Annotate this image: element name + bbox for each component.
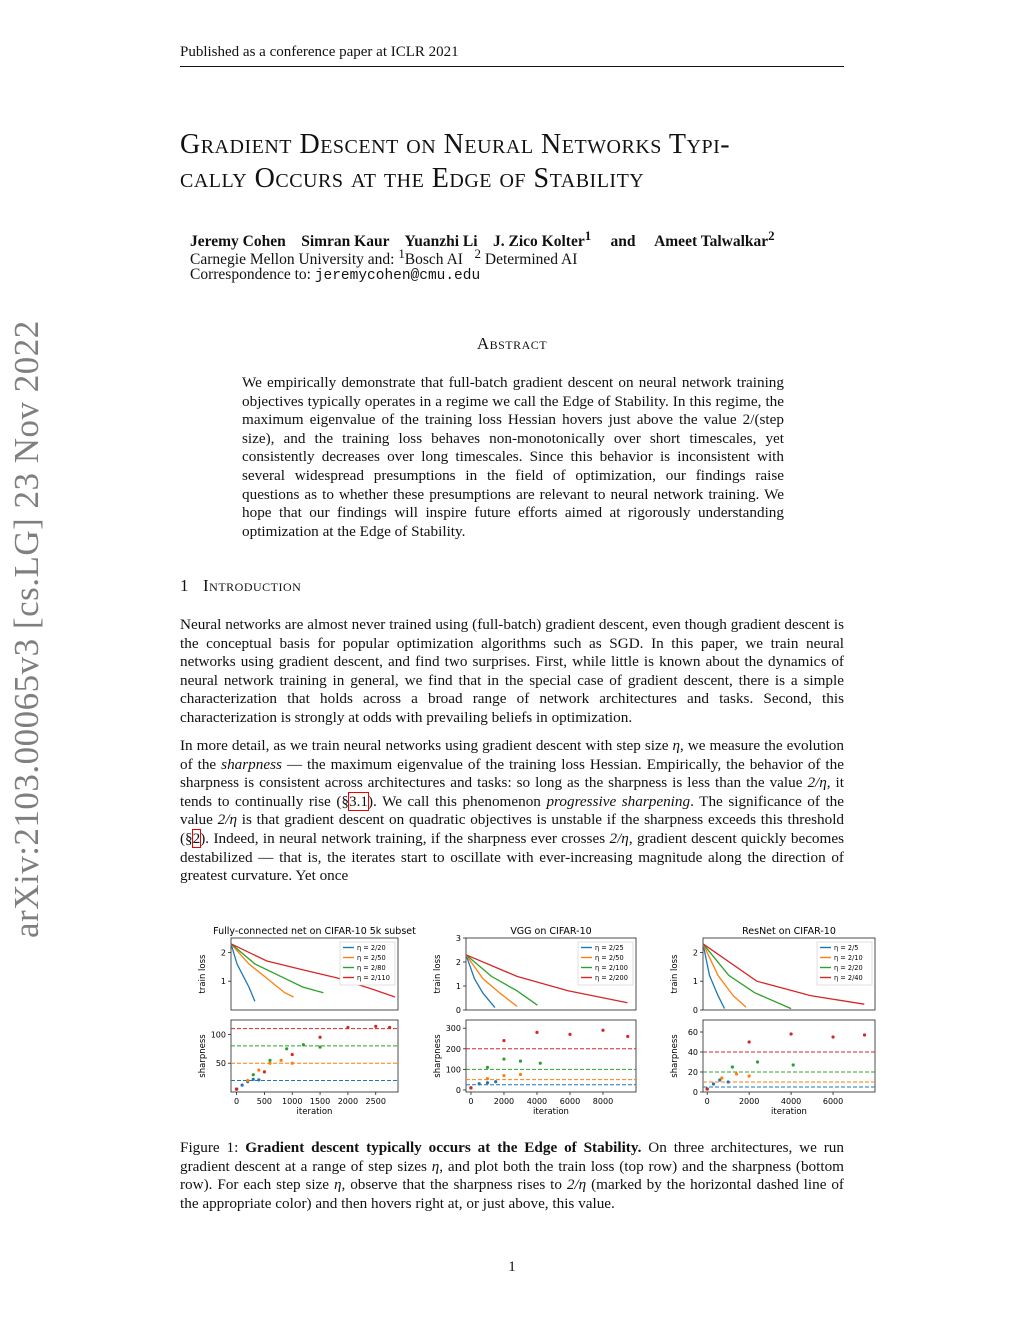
y-axis-label: train loss	[198, 954, 208, 994]
series-point	[727, 1080, 730, 1083]
legend-entry: η = 2/10	[834, 954, 863, 962]
y-tick-label: 60	[687, 1028, 698, 1037]
series-point	[374, 1025, 377, 1028]
y-tick-label: 2	[455, 958, 461, 967]
and-word: and	[610, 233, 636, 251]
caption-text: On three architectures, we run gradient descent at a range of step sizes	[180, 1139, 844, 1175]
plot-frame	[231, 1020, 398, 1092]
series-point	[535, 1031, 538, 1034]
x-tick-label: 2000	[493, 1097, 515, 1106]
series-point	[257, 1078, 260, 1081]
y-axis-label: train loss	[433, 954, 443, 994]
y-axis-label: train loss	[670, 954, 680, 994]
p2-two-over-eta: 2/η	[609, 829, 629, 847]
paper-title	[180, 128, 844, 196]
affil-sup-2: 2	[474, 246, 481, 261]
p2-text: . The significance of the value	[180, 792, 844, 829]
legend-entry: η = 2/100	[595, 964, 628, 972]
series-point	[748, 1074, 751, 1077]
series-point	[706, 1087, 709, 1090]
p2-text: ). We call this phenomenon	[367, 792, 547, 810]
caption-eta: η	[333, 1176, 342, 1194]
p2-text: In more detail, as we train neural networks using gradient descent with step size	[180, 737, 673, 754]
y-tick-label: 300	[445, 1024, 461, 1034]
section-2-link[interactable]: 2	[192, 829, 201, 847]
correspondence	[190, 266, 480, 284]
series-point	[789, 1032, 792, 1035]
series-point	[831, 1035, 834, 1038]
y-tick-label: 3	[455, 934, 461, 943]
x-tick-label: 4000	[526, 1097, 548, 1106]
y-axis-label: sharpness	[433, 1034, 443, 1078]
legend-entry: η = 2/200	[595, 974, 628, 982]
affil-cmu: Carnegie Mellon University and:	[190, 251, 399, 269]
y-tick-label: 200	[445, 1044, 461, 1054]
x-tick-label: 2500	[365, 1097, 386, 1106]
y-tick-label: 0	[692, 1088, 698, 1097]
p2-two-over-eta: 2/η	[807, 774, 827, 792]
y-tick-label: 0	[692, 1006, 698, 1015]
affil-sup-1: 1	[398, 246, 405, 261]
series-point	[756, 1060, 759, 1063]
chart-title: VGG on CIFAR-10	[510, 926, 592, 937]
series-point	[478, 1082, 481, 1085]
legend-entry: η = 2/25	[595, 944, 624, 952]
series-point	[257, 1069, 260, 1072]
caption-text: (marked by the horizontal dashed line of the appropriate color) and then hovers right at, or just above, this value.	[180, 1176, 844, 1212]
series-point	[735, 1072, 738, 1075]
x-tick-label: 1500	[309, 1097, 331, 1106]
y-tick-label: 40	[687, 1048, 698, 1057]
series-point	[626, 1035, 629, 1038]
figure-1	[180, 918, 863, 1118]
y-tick-label: 1	[455, 982, 461, 991]
y-axis-label: sharpness	[198, 1034, 208, 1078]
plot-frame	[466, 1020, 636, 1092]
running-header: Published as a conference paper at ICLR 2021	[180, 44, 459, 60]
intro-paragraph-1: Neural networks are almost never trained using (full-batch) gradient descent, even though gradient descent is the conceptual basis for popular optimization algorithms such as SGD. In this paper, we train neural networks using gradient descent, and find two surprises. First, while little is known about the dynamics of neural network training in general, we find that in the special case of gradient descent, there is a simple characterization that holds across a broad range of network architectures and tasks. Second, this characterization is strongly at odds with prevailing beliefs in optimization.	[180, 616, 844, 726]
caption-text: , and plot both the train loss (top row) and the sharpness (bottom row). For each step size	[180, 1157, 844, 1194]
author-1: Jeremy Cohen	[190, 233, 286, 251]
y-tick-label: 2	[692, 948, 698, 958]
author-5-sup: 2	[768, 228, 775, 243]
legend-entry: η = 2/5	[834, 944, 859, 952]
section-heading	[180, 576, 301, 596]
series-point	[792, 1063, 795, 1066]
section-title: Introduction	[203, 576, 302, 595]
series-point	[486, 1077, 489, 1080]
p2-text: — the maximum eigenvalue of the training loss Hessian. Empirically, the behavior of the sharpness is consistent across architectures and tasks: so long as the sharpness is less than the value	[180, 755, 844, 792]
y-tick-label: 0	[455, 1006, 461, 1015]
p2-text: , gradient descent quickly becomes destabilized — that is, the iterates start to oscillate with ever-increasing magnitude along the direction of greatest curvature. Yet once	[180, 829, 844, 885]
series-point	[486, 1066, 489, 1069]
x-tick-label: 2000	[738, 1097, 760, 1106]
x-axis-label: iteration	[533, 1107, 569, 1117]
series-point	[291, 1062, 294, 1065]
series-point	[720, 1076, 723, 1079]
p2-text: , it tends to continually rise (§	[180, 774, 844, 810]
series-point	[252, 1073, 255, 1076]
legend-entry: η = 2/20	[834, 964, 863, 972]
x-tick-label: 1000	[282, 1097, 303, 1106]
legend-entry: η = 2/110	[357, 974, 390, 982]
series-point	[731, 1065, 734, 1068]
series-point	[241, 1083, 244, 1086]
legend-entry: η = 2/40	[834, 974, 863, 982]
legend-entry: η = 2/80	[357, 964, 386, 972]
series-point	[346, 1026, 349, 1029]
series-point	[318, 1045, 321, 1048]
caption-two-over-eta: 2/η	[566, 1176, 587, 1194]
series-point	[285, 1047, 288, 1050]
correspondence-email[interactable]: jeremycohen@cmu.edu	[314, 268, 481, 284]
author-2: Simran Kaur	[301, 233, 390, 251]
x-axis-label: iteration	[771, 1107, 807, 1117]
legend-entry: η = 2/20	[357, 944, 386, 952]
series-point	[502, 1039, 505, 1042]
series-point	[539, 1062, 542, 1065]
series-point	[502, 1074, 505, 1077]
intro-paragraph-2	[180, 737, 844, 886]
series-point	[268, 1059, 271, 1062]
section-number: 1	[180, 576, 189, 595]
section-3-1-link[interactable]: 3.1	[348, 792, 368, 810]
x-tick-label: 2000	[337, 1097, 359, 1106]
figure-caption	[180, 1139, 844, 1213]
series-point	[486, 1081, 489, 1084]
page-number: 1	[508, 1259, 516, 1275]
title-line-2: cally Occurs at the Edge of Stability	[180, 163, 645, 194]
series-point	[268, 1062, 271, 1065]
series-point	[863, 1033, 866, 1036]
x-tick-label: 6000	[559, 1097, 581, 1106]
series-point	[235, 1088, 238, 1091]
caption-eta: η	[431, 1157, 440, 1175]
x-tick-label: 4000	[780, 1097, 802, 1106]
series-point	[519, 1073, 522, 1076]
x-tick-label: 0	[468, 1097, 474, 1106]
y-tick-label: 100	[445, 1065, 461, 1075]
chart-title: ResNet on CIFAR-10	[742, 926, 836, 937]
series-point	[469, 1086, 472, 1089]
abstract-body: We empirically demonstrate that full-batch gradient descent on neural network training objectives typically operates in a regime we call the Edge of Stability. In this regime, the maximum eigenvalue of the training loss Hessian hovers just above the value 2/(step size), and the training loss behaves non-monotonically over short timescales, yet consistently decreases over long timescales. Since this behavior is inconsistent with several widespread presumptions in the field of optimization, our findings raise questions as to whether these presumptions are relevant to neural network training. We hope that our findings will inspire future efforts aimed at rigorously understanding optimization at the Edge of Stability.	[242, 374, 784, 540]
p2-sharpness-term: sharpness	[221, 755, 282, 773]
author-4: J. Zico Kolter	[493, 233, 585, 251]
series-point	[568, 1033, 571, 1036]
y-axis-label: sharpness	[670, 1034, 680, 1078]
series-point	[388, 1026, 391, 1029]
x-tick-label: 8000	[592, 1097, 614, 1106]
y-tick-label: 0	[455, 1085, 461, 1095]
affil-bosch: Bosch AI	[404, 251, 463, 269]
y-tick-label: 100	[210, 1030, 226, 1040]
x-tick-label: 0	[704, 1097, 710, 1106]
y-tick-label: 20	[687, 1068, 698, 1077]
author-4-sup: 1	[584, 228, 592, 243]
series-point	[519, 1060, 522, 1063]
p2-eta: η	[672, 737, 680, 754]
arxiv-identifier[interactable]: arXiv:2103.00065v3 [cs.LG] 23 Nov 2022	[7, 320, 46, 938]
series-point	[502, 1057, 505, 1060]
series-point	[302, 1043, 305, 1046]
p2-two-over-eta: 2/η	[217, 811, 238, 829]
y-tick-label: 50	[215, 1059, 226, 1069]
series-point	[291, 1053, 294, 1056]
series-point	[263, 1070, 266, 1073]
p2-text: is that gradient descent on quadratic objectives is unstable if the sharpness exceeds this threshold (§	[180, 811, 845, 847]
correspondence-label: Correspondence to:	[190, 266, 315, 283]
p2-text: ). Indeed, in neural network training, if the sharpness ever crosses	[200, 829, 610, 847]
y-tick-label: 1	[692, 977, 698, 987]
caption-text: , observe that the sharpness rises to	[341, 1176, 567, 1194]
y-tick-label: 1	[220, 977, 226, 987]
x-tick-label: 6000	[822, 1097, 844, 1106]
affil-determined: Determined AI	[484, 251, 578, 269]
legend-entry: η = 2/50	[357, 954, 386, 962]
p2-progressive-sharpening: progressive sharpening	[546, 792, 691, 810]
series-point	[601, 1029, 604, 1032]
series-point	[246, 1079, 249, 1082]
caption-bold: Gradient descent typically occurs at the Edge of Stability.	[245, 1139, 642, 1156]
x-axis-label: iteration	[296, 1107, 333, 1117]
series-point	[712, 1082, 715, 1085]
series-point	[318, 1036, 321, 1039]
series-point	[748, 1040, 751, 1043]
header-rule	[180, 66, 844, 67]
x-tick-label: 0	[234, 1097, 240, 1106]
y-tick-label: 2	[220, 948, 226, 958]
series-point	[494, 1080, 497, 1083]
title-line-1: Gradient Descent on Neural Networks Typi-	[180, 129, 731, 160]
author-3: Yuanzhi Li	[404, 233, 478, 251]
caption-label: Figure 1:	[180, 1139, 246, 1156]
series-point	[280, 1059, 283, 1062]
series-point	[252, 1078, 255, 1081]
x-tick-label: 500	[256, 1097, 273, 1106]
chart-title: Fully-connected net on CIFAR-10 5k subset	[213, 926, 416, 937]
legend-entry: η = 2/50	[595, 954, 624, 962]
author-5: Ameet Talwalkar	[654, 233, 769, 251]
p2-text: , we measure the evolution of the	[180, 737, 844, 773]
abstract-heading: Abstract	[476, 334, 548, 353]
